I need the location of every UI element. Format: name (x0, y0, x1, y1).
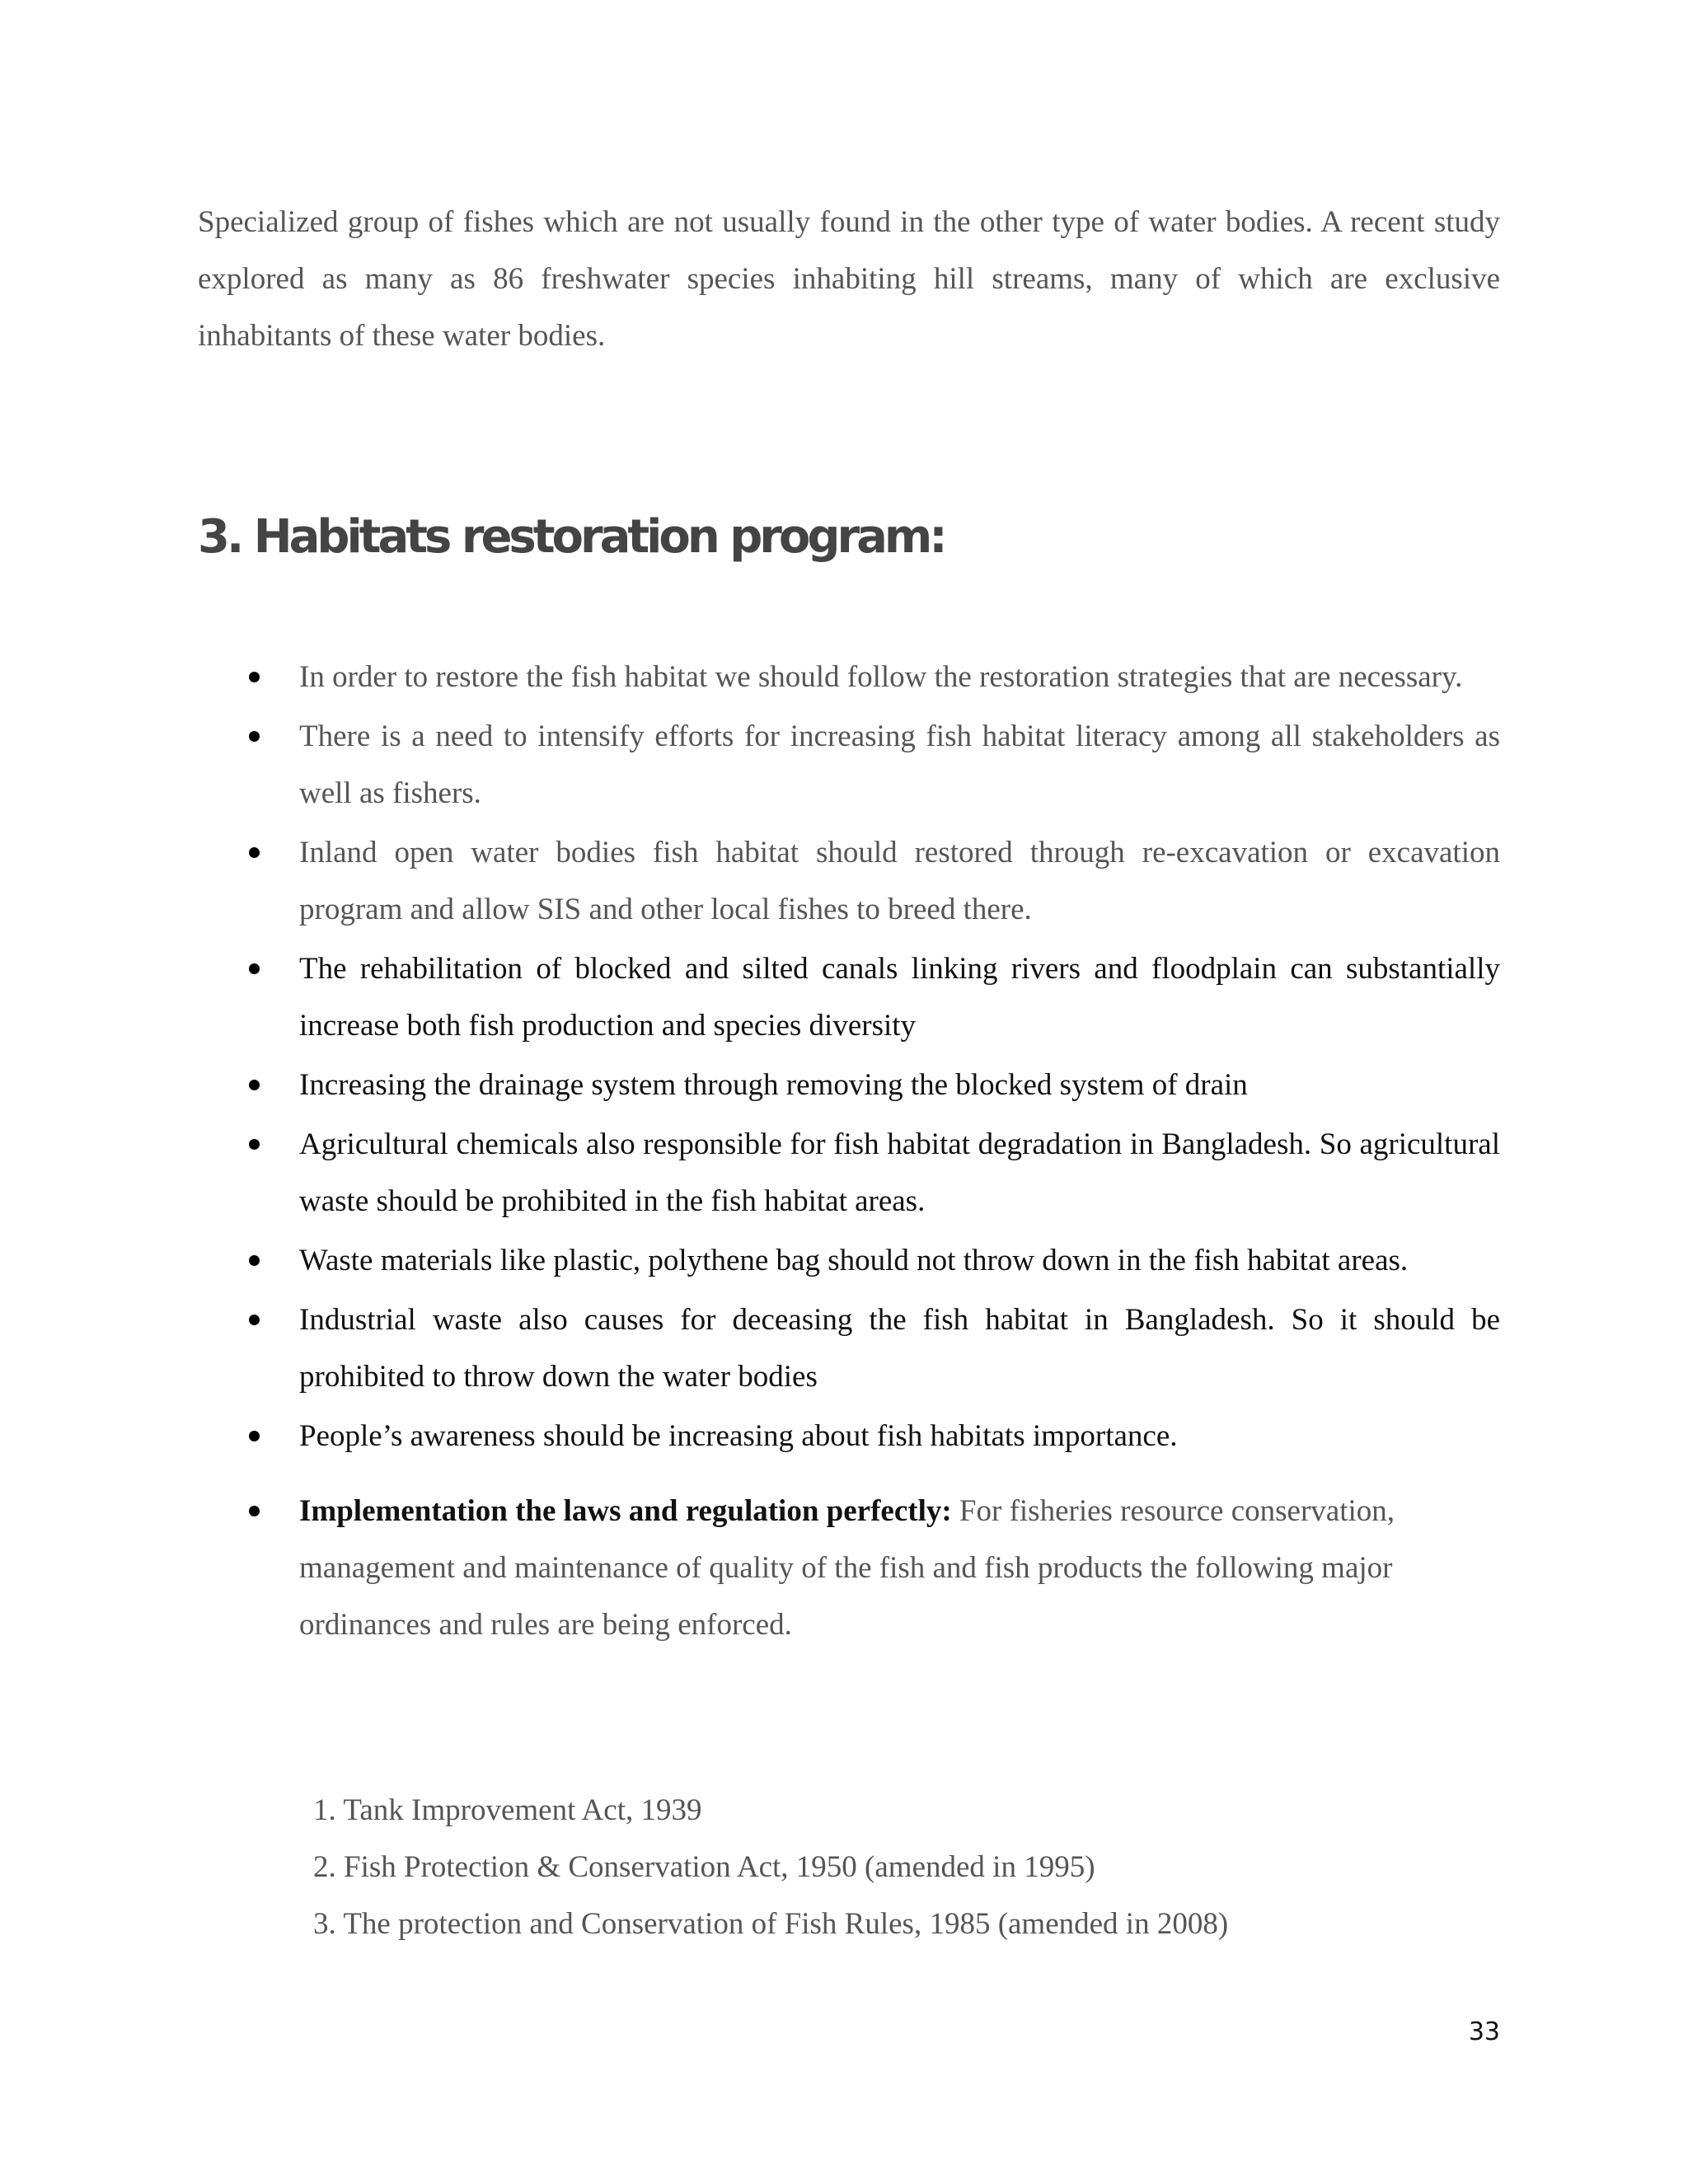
bullet-item (198, 1057, 1500, 1113)
bullet-text: Waste materials like plastic, polythene bag should not throw down in the fish habitat areas. (299, 1244, 1409, 1277)
bullet-text: People’s awareness should be increasing about fish habitats importance. (299, 1419, 1178, 1453)
bullet-dot-icon (249, 1255, 260, 1266)
bullet-text: In order to restore the fish habitat we should follow the restoration strategies that are necessary. (299, 660, 1463, 694)
bullet-dot-icon (249, 963, 260, 974)
bullet-item (198, 708, 1500, 822)
act-item: 3. The protection and Conservation of Fish Rules, 1985 (amended in 2008) (313, 1907, 1229, 1941)
bullet-dot-icon (249, 1431, 260, 1441)
bullet-dot-icon (249, 1080, 260, 1090)
bullet-item (198, 1408, 1500, 1465)
intro-paragraph: Specialized group of fishes which are not usually found in the other type of water bodies. A recent study explored as many as 86 freshwater species inhabiting hill streams, many of which are exclusive inhabitants of these water bodies. (198, 205, 1500, 353)
bullet-dot-icon (249, 847, 260, 858)
bullet-dot-icon (249, 1506, 260, 1516)
bullet-text: The rehabilitation of blocked and silted canals linking rivers and floodplain can substantially increase both fish production and species diversity (299, 952, 1500, 1043)
bullet-text: Industrial waste also causes for deceasing the fish habitat in Bangladesh. So it should be prohibited to throw down the water bodies (299, 1303, 1500, 1394)
act-item: 2. Fish Protection & Conservation Act, 1950 (amended in 1995) (313, 1850, 1095, 1884)
bullet-dot-icon (249, 672, 260, 682)
bullet-item-laws (198, 1483, 1500, 1653)
bullet-item (198, 940, 1500, 1054)
bullet-text: Increasing the drainage system through removing the blocked system of drain (299, 1068, 1248, 1102)
bullet-item (198, 824, 1500, 938)
bullet-text: For fisheries resource conservation, management and maintenance of quality of the fish and fish products the following major ordinances and rules are being enforced. (299, 1494, 1395, 1642)
bullet-dot-icon (249, 1315, 260, 1325)
bullet-text: Agricultural chemicals also responsible for fish habitat degradation in Bangladesh. So agricultural waste should be prohibited in the fish habitat areas. (299, 1127, 1500, 1218)
section-heading: 3. Habitats restoration program: (198, 510, 945, 564)
page-number: 33 (1468, 2018, 1500, 2046)
acts-list (313, 1782, 1228, 1952)
restoration-bullet-list (198, 649, 1500, 1656)
bullet-dot-icon (249, 1139, 260, 1150)
bullet-item (198, 649, 1500, 705)
act-item: 1. Tank Improvement Act, 1939 (313, 1793, 702, 1827)
bullet-text: There is a need to intensify efforts for increasing fish habitat literacy among all stakeholders as well as fishers. (299, 719, 1500, 810)
bullet-lead-text: Implementation the laws and regulation perfectly: (299, 1494, 952, 1528)
bullet-dot-icon (249, 731, 260, 742)
bullet-item (198, 1116, 1500, 1230)
bullet-item (198, 1232, 1500, 1289)
bullet-text: Inland open water bodies fish habitat should restored through re-excavation or excavation program and allow SIS and other local fishes to breed there. (299, 836, 1500, 926)
bullet-item (198, 1291, 1500, 1405)
